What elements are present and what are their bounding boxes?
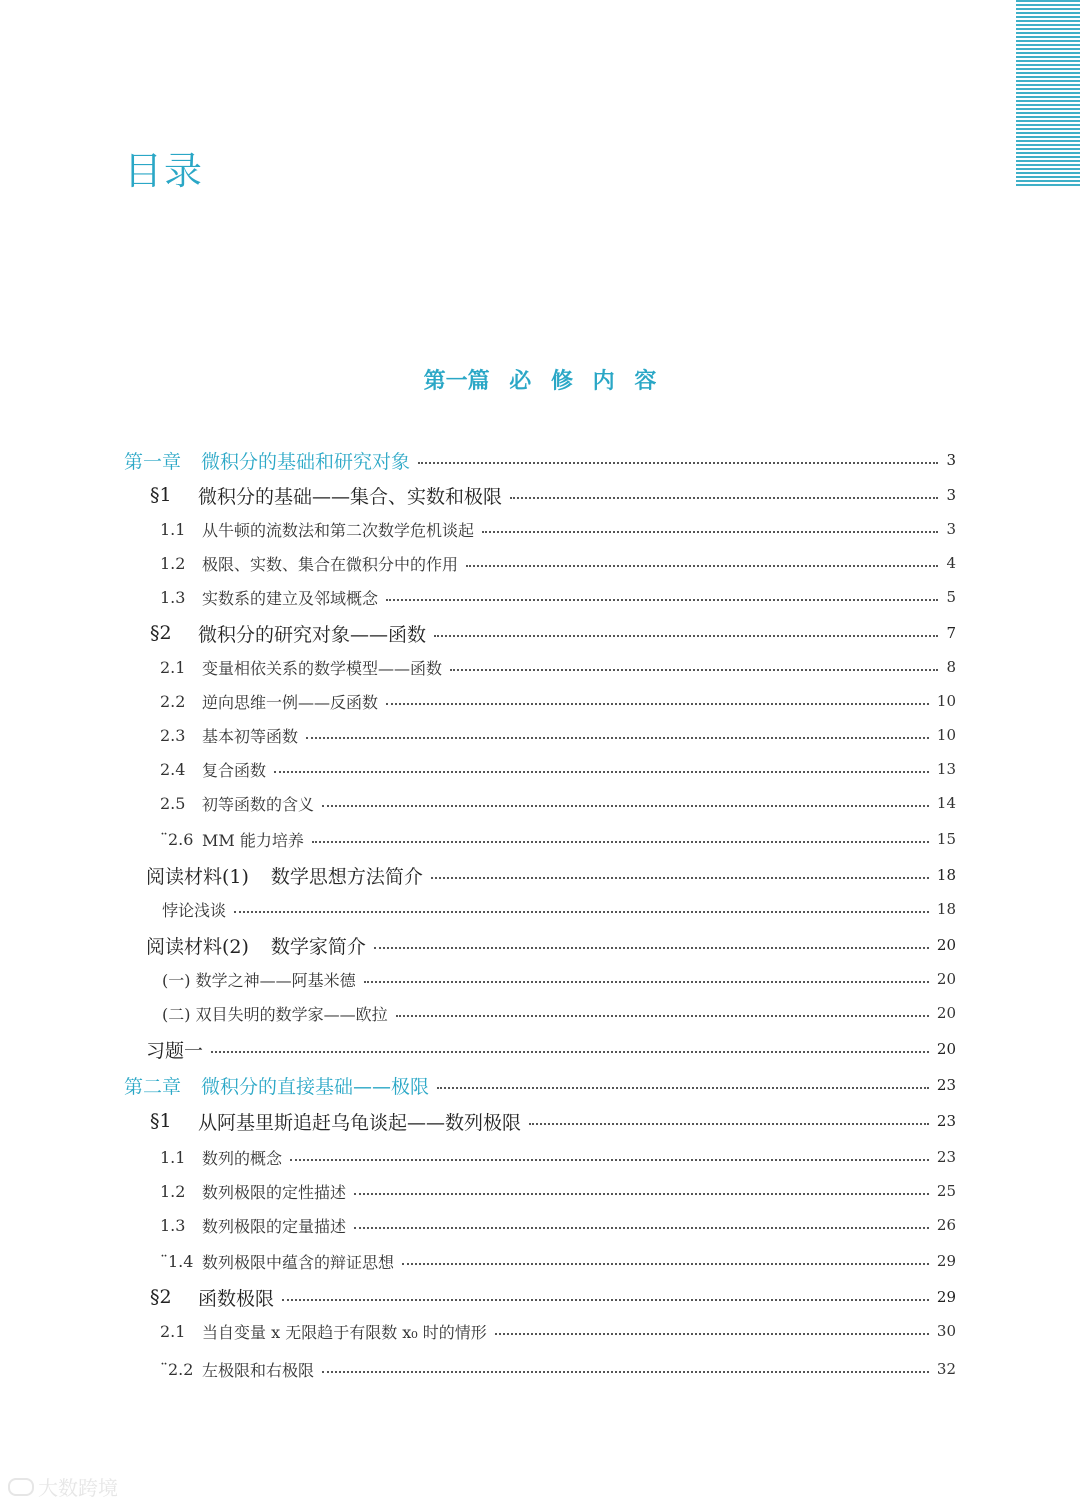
toc-entry-page: 29: [936, 1288, 956, 1306]
toc-dot-leader: [354, 1193, 929, 1195]
toc-entry-page: 23: [936, 1112, 956, 1130]
part-title-label: 第一篇: [423, 369, 490, 394]
toc-entry: [124, 1282, 956, 1312]
toc-dot-leader: [354, 1227, 929, 1229]
toc-entry-number: 2.2: [160, 691, 186, 711]
toc-entry-title: 初等函数的含义: [202, 794, 315, 814]
toc-dot-leader: [495, 1333, 929, 1335]
toc-entry-page: 7: [946, 624, 956, 642]
toc-entry-title: 逆向思维一例——反函数: [202, 692, 379, 712]
toc-entry-page: 10: [936, 692, 956, 710]
toc-entry-page: 10: [936, 726, 956, 744]
toc-entry-number: 阅读材料(2): [146, 935, 249, 958]
toc-dot-leader: [274, 771, 929, 773]
toc-entry-title: 微积分的研究对象——函数: [198, 623, 427, 646]
toc-dot-leader: [386, 703, 929, 705]
toc-entry-title: 从牛顿的流数法和第二次数学危机谈起: [202, 520, 475, 540]
toc-entry-page: 3: [946, 486, 956, 504]
toc-entry-title: (一) 数学之神——阿基米德: [162, 970, 356, 990]
toc-dot-leader: [234, 911, 929, 913]
toc-entry: [124, 445, 956, 475]
toc-entry-number: 2.4: [160, 759, 186, 779]
toc-entry-page: 26: [936, 1216, 956, 1234]
toc-dot-leader: [322, 805, 929, 807]
toc-entry-page: 23: [936, 1148, 956, 1166]
toc-dot-leader: [312, 841, 929, 843]
toc-entry-title: 基本初等函数: [202, 726, 299, 746]
toc-entry: [124, 964, 956, 994]
toc-dot-leader: [396, 1015, 929, 1017]
toc-entry: [124, 1106, 956, 1136]
toc-dot-leader: [482, 531, 938, 533]
toc-entry-page: 25: [936, 1182, 956, 1200]
toc-entry-number: §2: [150, 1286, 172, 1308]
part-title-char: 必: [509, 369, 532, 394]
toc-entry-number: ¨2.6: [160, 829, 194, 849]
toc-entry-page: 3: [946, 520, 956, 538]
toc-entry: [124, 1070, 956, 1100]
toc-entry-title: MM 能力培养: [202, 830, 304, 850]
toc-dot-leader: [386, 599, 938, 601]
toc-entry-title: 左极限和右极限: [202, 1360, 315, 1380]
toc-entry: [124, 1142, 956, 1172]
toc-entry-title: 数学家简介: [270, 935, 366, 958]
toc-entry-number: 2.3: [160, 725, 186, 745]
toc-entry: [124, 480, 956, 510]
toc-entry-page: 4: [946, 554, 956, 572]
toc-entry-title: 从阿基里斯追赶乌龟谈起——数列极限: [198, 1111, 522, 1134]
toc-entry-number: ¨1.4: [160, 1251, 194, 1271]
toc-entry-number: 阅读材料(1): [146, 865, 249, 888]
toc-dot-leader: [282, 1299, 929, 1301]
toc-entry-page: 30: [936, 1322, 956, 1340]
toc-entry: [124, 1316, 956, 1346]
toc-entry-page: 20: [936, 970, 956, 988]
toc-entry-page: 13: [936, 760, 956, 778]
toc-entry-number: 2.1: [160, 1321, 186, 1341]
toc-entry-page: 14: [936, 794, 956, 812]
toc-entry: [124, 618, 956, 648]
toc-entry: [124, 824, 956, 854]
toc-entry-page: 15: [936, 830, 956, 848]
toc-entry-number: §2: [150, 622, 172, 644]
toc-entry-title: 变量相依关系的数学模型——函数: [202, 658, 443, 678]
toc-dot-leader: [510, 497, 938, 499]
toc-entry: [124, 582, 956, 612]
toc-entry-page: 20: [936, 1040, 956, 1058]
toc-entry-title: 极限、实数、集合在微积分中的作用: [202, 554, 459, 574]
toc-entry: [124, 754, 956, 784]
toc-entry: [124, 1176, 956, 1206]
part-title-char: 内: [592, 369, 615, 394]
toc-entry-page: 3: [946, 451, 956, 469]
toc-entry-page: 29: [936, 1252, 956, 1270]
toc-entry-page: 5: [946, 588, 956, 606]
toc-entry-title: 当自变量 x 无限趋于有限数 x₀ 时的情形: [202, 1322, 487, 1342]
toc-entry-number: ¨2.2: [160, 1359, 194, 1379]
toc-dot-leader: [306, 737, 929, 739]
toc-entry-number: §1: [150, 484, 172, 506]
toc-dot-leader: [322, 1371, 929, 1373]
toc-dot-leader: [290, 1159, 929, 1161]
toc-entry: [124, 1246, 956, 1276]
toc-entry: [124, 514, 956, 544]
toc-entry-page: 18: [936, 866, 956, 884]
part-title-char: 容: [634, 369, 657, 394]
toc-dot-leader: [450, 669, 938, 671]
toc-entry-page: 18: [936, 900, 956, 918]
toc-entry: [124, 894, 956, 924]
toc-entry-title: 悖论浅谈: [162, 900, 227, 920]
toc-dot-leader: [364, 981, 929, 983]
toc-entry-number: 1.2: [160, 553, 186, 573]
toc-dot-leader: [418, 462, 938, 464]
toc-dot-leader: [466, 565, 938, 567]
toc-entry-page: 23: [936, 1076, 956, 1094]
toc-entry-title: 数列的概念: [202, 1148, 283, 1168]
toc-entry: [124, 930, 956, 960]
toc-entry: [124, 788, 956, 818]
watermark-logo-icon: [8, 1478, 34, 1496]
toc-entry-page: 8: [946, 658, 956, 676]
toc-entry-title: 数列极限的定量描述: [202, 1216, 347, 1236]
toc-entry-number: §1: [150, 1110, 172, 1132]
toc-entry-title: 数列极限中蕴含的辩证思想: [202, 1252, 395, 1272]
toc-entry-number: 第二章: [124, 1075, 182, 1098]
toc-entry-title: 数列极限的定性描述: [202, 1182, 347, 1202]
part-title: [0, 364, 1080, 395]
toc-dot-leader: [434, 635, 938, 637]
toc-dot-leader: [402, 1263, 929, 1265]
toc-entry-number: 2.1: [160, 657, 186, 677]
toc-entry: [124, 720, 956, 750]
toc-dot-leader: [211, 1051, 929, 1053]
toc-entry-title: 微积分的直接基础——极限: [201, 1075, 430, 1098]
toc-entry: [124, 1210, 956, 1240]
watermark-text: 大数跨境: [38, 1476, 118, 1500]
toc-dot-leader: [431, 877, 929, 879]
toc-entry-number: 1.2: [160, 1181, 186, 1201]
page-title: 目录: [124, 149, 205, 193]
toc-entry-page: 20: [936, 936, 956, 954]
toc-entry-title: 微积分的基础和研究对象: [201, 450, 411, 473]
toc-entry: [124, 1034, 956, 1064]
toc-entry: [124, 652, 956, 682]
toc-dot-leader: [437, 1087, 929, 1089]
toc-entry-title: 复合函数: [202, 760, 267, 780]
toc-entry-title: 习题一: [146, 1039, 204, 1062]
watermark: [8, 1472, 118, 1501]
toc-entry-number: 1.3: [160, 1215, 186, 1235]
toc-entry-number: 1.1: [160, 519, 186, 539]
toc-entry-number: 第一章: [124, 450, 182, 473]
toc-entry: [124, 1354, 956, 1384]
toc-entry-title: (二) 双目失明的数学家——欧拉: [162, 1004, 388, 1024]
part-title-char: 修: [550, 369, 573, 394]
toc-entry-title: 实数系的建立及邻域概念: [202, 588, 379, 608]
toc-entry: [124, 998, 956, 1028]
toc-dot-leader: [374, 947, 929, 949]
toc-entry-number: 1.3: [160, 587, 186, 607]
toc-entry-number: 2.5: [160, 793, 186, 813]
toc-entry-number: 1.1: [160, 1147, 186, 1167]
toc-entry: [124, 686, 956, 716]
toc-entry-title: 微积分的基础——集合、实数和极限: [198, 485, 503, 508]
toc-dot-leader: [529, 1123, 929, 1125]
toc-entry: [124, 548, 956, 578]
toc-entry-page: 20: [936, 1004, 956, 1022]
toc-entry-title: 数学思想方法简介: [270, 865, 423, 888]
toc-entry-page: 32: [936, 1360, 956, 1378]
toc-entry: [124, 860, 956, 890]
decorative-stripe-block: [1016, 0, 1080, 186]
toc-entry-title: 函数极限: [198, 1287, 275, 1310]
